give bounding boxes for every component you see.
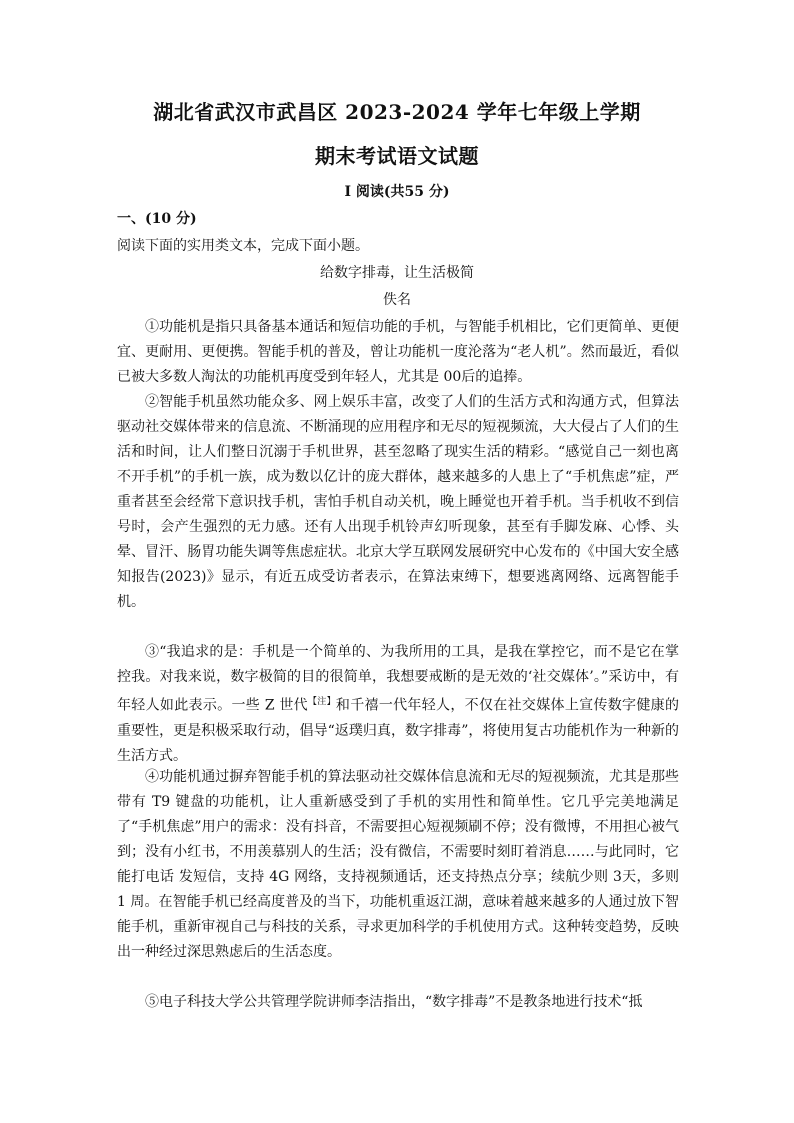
paragraph-3-part1: ③“我追求的是：手机是一个简单的、为我所用的工具，是我在掌控它，而不是它在掌控我。对我来说，数字极简的目的很简单，我想要戒断的是无效的‘社交媒体’。”采访中，有年轻人如此表示。一些 Z 世代: [117, 644, 679, 714]
paragraph-1: ①功能机是指只具备基本通话和短信功能的手机，与智能手机相比，它们更简单、更便宜、更耐用、更便携。智能手机的普及，曾让功能机一度沦落为“老人机”。然而最近，看似已被大多数人淘汰的功能机再度受到年轻人，尤其是 00后的追捧。: [117, 319, 679, 385]
paragraph-3-part2: 和千禧一代年轻人，不仅在社交媒体上宣传数字健康的重要性，更是积极采取行动，倡导“返璞归真，数字排毒”，将使用复古功能机作为一种新的生活方式。: [117, 697, 679, 764]
paragraph-4: ④功能机通过摒弃智能手机的算法驱动社交媒体信息流和无尽的短视频流，尤其是那些带有 T9 键盘的功能机，让人重新感受到了手机的实用性和简单性。它几乎完美地满足了“手机焦虑”用户的需求：没有抖音，不需要担心短视频刷不停；没有微博，不用担心被气到；没有小红书，不用羡慕别人的生活；没有微信，不需要时刻盯着消息……与此同时，它能打电话 发短信，支持 4G 网络，支持视频通话，还支持热点分享；续航少则 3天，多则 1 周。在智能手机已经高度普及的当下，功能机重返江湖，意味着越来越多的人通过放下智能手机，重新审视自己与科技的关系，寻求更加科学的手机使用方式。这种转变趋势，反映出一种经过深思熟虑后的生活态度。: [117, 769, 679, 960]
article-title: 给数字排毒，让生活极简: [320, 265, 474, 281]
footnote-marker: 【注】: [307, 697, 336, 707]
question-heading: 一、(10 分): [117, 211, 197, 227]
article-author: 佚名: [383, 292, 411, 308]
section-heading: Ⅰ 阅读(共55 分): [344, 184, 450, 200]
paragraph-2: ②智能手机虽然功能众多、网上娱乐丰富，改变了人们的生活方式和沟通方式，但算法驱动社交媒体带来的信息流、不断涌现的应用程序和无尽的短视频流，大大侵占了人们的生活和时间，让人们整日沉溺于手机世界，甚至忽略了现实生活的精彩。“感觉自己一刻也离不开手机”的手机一族，成为数以亿计的庞大群体，越来越多的人患上了“手机焦虑”症，严重者甚至会经常下意识找手机，害怕手机自动关机，晚上睡觉也开着手机。当手机收不到信号时，会产生强烈的无力感。还有人出现手机铃声幻听现象，甚至有手脚发麻、心悸、头晕、冒汗、肠胃功能失调等焦虑症状。北京大学互联网发展研究中心发布的《中国大安全感知报告(2023)》显示，有近五成受访者表示，在算法束缚下，想要逃离网络、远离智能手机。: [117, 394, 679, 610]
document-title-line1: 湖北省武汉市武昌区 2023-2024 学年七年级上学期: [153, 100, 641, 124]
document-title-line2: 期末考试语文试题: [315, 144, 479, 168]
paragraph-3: [117, 640, 679, 769]
paragraph-5: ⑤电子科技大学公共管理学院讲师李洁指出，“数字排毒”不是教条地进行技术“抵: [145, 994, 643, 1010]
instruction-text: 阅读下面的实用类文本，完成下面小题。: [117, 238, 369, 254]
